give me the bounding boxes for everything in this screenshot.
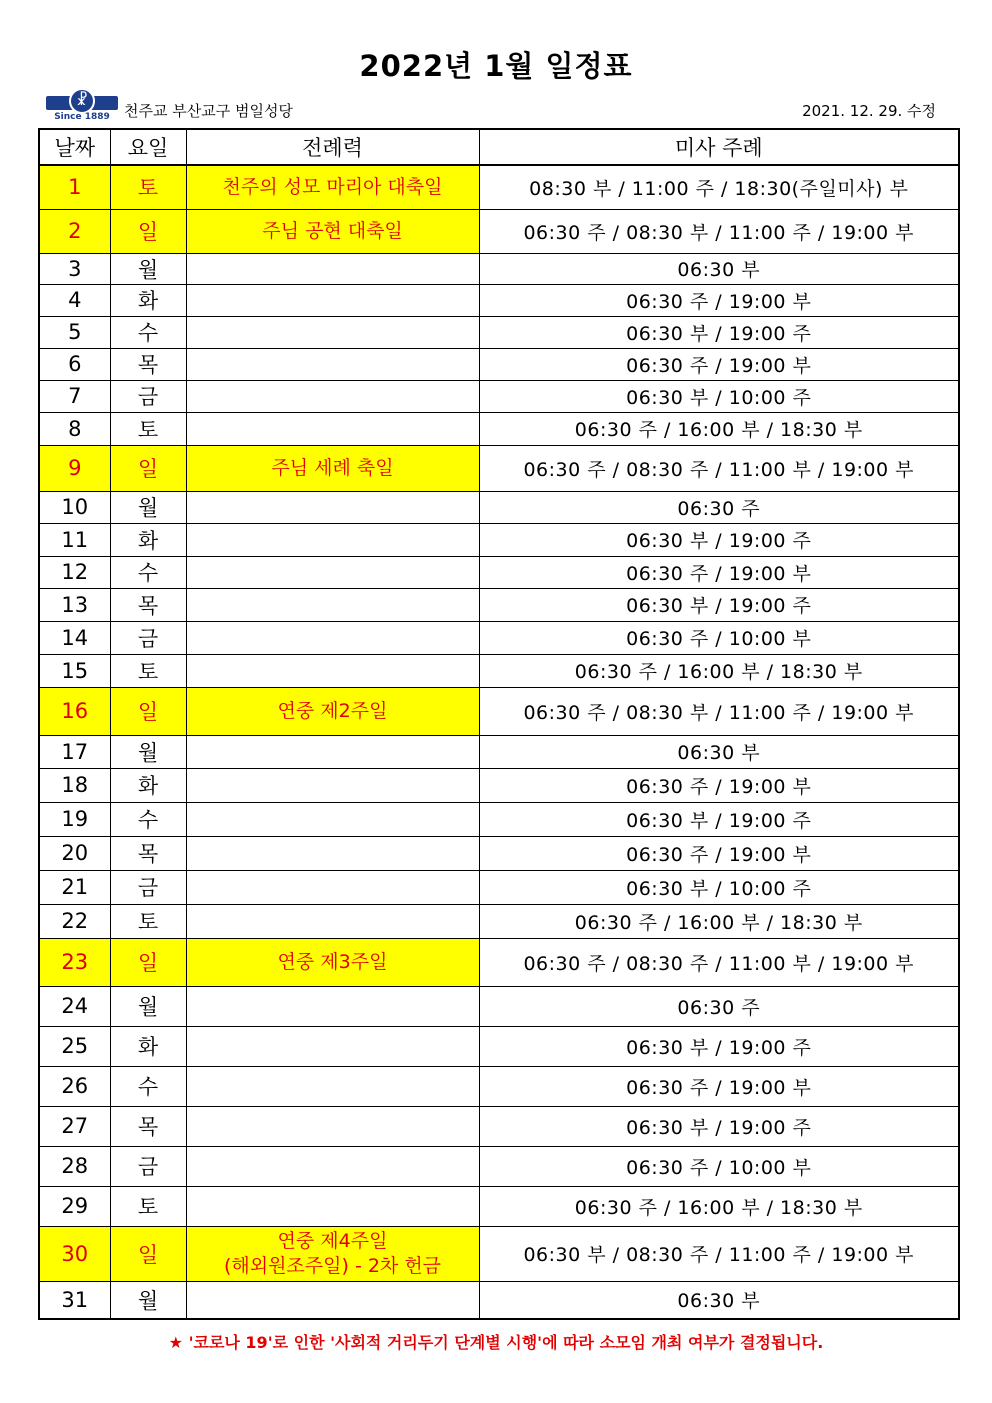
day-cell: 월 [110, 735, 186, 768]
table-row [39, 938, 959, 986]
day-cell: 일 [110, 1226, 186, 1281]
date-cell: 14 [39, 621, 110, 654]
liturgy-line-2: (해외원조주일) - 2차 헌금 [223, 1254, 442, 1277]
table-row [39, 687, 959, 735]
mass-cell: 06:30 주 / 19:00 부 [479, 556, 959, 588]
table-row [39, 380, 959, 412]
date-cell: 22 [39, 904, 110, 938]
table-header-row [39, 129, 959, 165]
liturgy-line: 주님 공현 대축일 [262, 219, 403, 242]
table-row [39, 253, 959, 284]
mass-cell: 06:30 부 / 19:00 주 [479, 316, 959, 348]
header-mass: 미사 주례 [479, 129, 959, 165]
table-row [39, 523, 959, 556]
day-cell: 목 [110, 588, 186, 621]
mass-cell: 06:30 주 [479, 986, 959, 1026]
mass-cell: 06:30 주 / 08:30 주 / 11:00 부 / 19:00 부 [479, 445, 959, 491]
day-cell: 일 [110, 445, 186, 491]
mass-cell: 06:30 부 / 19:00 주 [479, 802, 959, 836]
liturgy-cell [186, 209, 479, 253]
day-cell: 토 [110, 412, 186, 445]
table-row [39, 904, 959, 938]
day-cell: 수 [110, 316, 186, 348]
table-row [39, 588, 959, 621]
mass-cell: 06:30 주 / 16:00 부 / 18:30 부 [479, 654, 959, 687]
date-cell: 29 [39, 1186, 110, 1226]
date-cell: 17 [39, 735, 110, 768]
liturgy-cell [186, 904, 479, 938]
page-title: 2022년 1월 일정표 [359, 49, 633, 83]
day-cell: 월 [110, 491, 186, 523]
mass-cell: 06:30 부 / 19:00 주 [479, 1106, 959, 1146]
mass-cell: 06:30 부 [479, 1281, 959, 1319]
day-cell: 일 [110, 938, 186, 986]
day-cell: 토 [110, 165, 186, 209]
liturgy-cell [186, 445, 479, 491]
liturgy-cell [186, 1146, 479, 1186]
liturgy-cell [186, 380, 479, 412]
table-row [39, 768, 959, 802]
schedule-table [38, 128, 960, 1320]
liturgy-cell [186, 284, 479, 316]
mass-cell: 06:30 주 / 19:00 부 [479, 1066, 959, 1106]
liturgy-line: 연중 제3주일 [277, 950, 388, 973]
liturgy-cell [186, 165, 479, 209]
day-cell: 토 [110, 904, 186, 938]
liturgy-cell [186, 938, 479, 986]
mass-cell: 06:30 주 / 19:00 부 [479, 284, 959, 316]
date-cell: 1 [39, 165, 110, 209]
date-cell: 9 [39, 445, 110, 491]
mass-cell: 06:30 주 / 19:00 부 [479, 836, 959, 870]
date-cell: 24 [39, 986, 110, 1026]
mass-cell: 06:30 주 / 08:30 부 / 11:00 주 / 19:00 부 [479, 687, 959, 735]
date-cell: 3 [39, 253, 110, 284]
day-cell: 금 [110, 621, 186, 654]
liturgy-line: 연중 제2주일 [277, 699, 388, 722]
liturgy-cell [186, 523, 479, 556]
mass-cell: 06:30 부 [479, 253, 959, 284]
liturgy-cell [186, 1186, 479, 1226]
date-cell: 23 [39, 938, 110, 986]
mass-cell: 06:30 주 / 08:30 부 / 11:00 주 / 19:00 부 [479, 209, 959, 253]
liturgy-line: 천주의 성모 마리아 대축일 [222, 175, 443, 198]
day-cell: 수 [110, 1066, 186, 1106]
day-cell: 목 [110, 348, 186, 380]
mass-cell: 06:30 주 / 10:00 부 [479, 621, 959, 654]
day-cell: 금 [110, 870, 186, 904]
mass-cell: 06:30 주 / 16:00 부 / 18:30 부 [479, 1186, 959, 1226]
liturgy-cell [186, 621, 479, 654]
date-cell: 19 [39, 802, 110, 836]
liturgy-cell [186, 802, 479, 836]
table-row [39, 412, 959, 445]
day-cell: 목 [110, 836, 186, 870]
day-cell: 월 [110, 986, 186, 1026]
date-cell: 31 [39, 1281, 110, 1319]
date-cell: 26 [39, 1066, 110, 1106]
mass-cell: 08:30 부 / 11:00 주 / 18:30(주일미사) 부 [479, 165, 959, 209]
table-row [39, 1281, 959, 1319]
date-cell: 20 [39, 836, 110, 870]
organization-name: 천주교 부산교구 범일성당 [124, 102, 293, 120]
day-cell: 일 [110, 209, 186, 253]
day-cell: 금 [110, 1146, 186, 1186]
table-row [39, 621, 959, 654]
day-cell: 토 [110, 1186, 186, 1226]
parish-logo [46, 88, 118, 124]
day-cell: 월 [110, 253, 186, 284]
table-row [39, 1066, 959, 1106]
liturgy-cell [186, 687, 479, 735]
liturgy-cell [186, 588, 479, 621]
liturgy-cell [186, 1281, 479, 1319]
liturgy-cell [186, 1026, 479, 1066]
liturgy-line: 연중 제4주일 [277, 1229, 388, 1252]
date-cell: 16 [39, 687, 110, 735]
table-row [39, 802, 959, 836]
mass-cell: 06:30 주 / 19:00 부 [479, 348, 959, 380]
date-cell: 27 [39, 1106, 110, 1146]
day-cell: 화 [110, 523, 186, 556]
date-cell: 4 [39, 284, 110, 316]
mass-cell: 06:30 주 / 08:30 주 / 11:00 부 / 19:00 부 [479, 938, 959, 986]
table-row [39, 209, 959, 253]
liturgy-cell [186, 654, 479, 687]
mass-cell: 06:30 부 / 19:00 주 [479, 523, 959, 556]
day-cell: 금 [110, 380, 186, 412]
mass-cell: 06:30 부 / 10:00 주 [479, 870, 959, 904]
table-row [39, 1226, 959, 1281]
mass-cell: 06:30 부 [479, 735, 959, 768]
liturgy-cell [186, 1226, 479, 1281]
date-cell: 25 [39, 1026, 110, 1066]
notice-text: ★ '코로나 19'로 인한 '사회적 거리두기 단계별 시행'에 따라 소모임 개최 여부가 결정됩니다. [168, 1333, 824, 1352]
liturgy-cell [186, 768, 479, 802]
table-row [39, 1106, 959, 1146]
table-row [39, 556, 959, 588]
table-row [39, 284, 959, 316]
liturgy-cell [186, 412, 479, 445]
day-cell: 토 [110, 654, 186, 687]
day-cell: 수 [110, 802, 186, 836]
table-row [39, 870, 959, 904]
liturgy-cell [186, 556, 479, 588]
liturgy-cell [186, 870, 479, 904]
chi-rho-icon: ☧ [76, 91, 88, 109]
liturgy-cell [186, 316, 479, 348]
logo-since-text: Since 1889 [54, 112, 110, 122]
mass-cell: 06:30 주 / 19:00 부 [479, 768, 959, 802]
date-cell: 11 [39, 523, 110, 556]
date-cell: 7 [39, 380, 110, 412]
liturgy-cell [186, 986, 479, 1026]
date-cell: 15 [39, 654, 110, 687]
liturgy-line: 주님 세례 축일 [271, 456, 394, 479]
liturgy-cell [186, 253, 479, 284]
table-row [39, 1146, 959, 1186]
header-liturgy: 전례력 [186, 129, 479, 165]
table-row [39, 986, 959, 1026]
liturgy-cell [186, 836, 479, 870]
table-row [39, 1026, 959, 1066]
table-row [39, 1186, 959, 1226]
mass-cell: 06:30 주 / 10:00 부 [479, 1146, 959, 1186]
day-cell: 화 [110, 1026, 186, 1066]
date-cell: 12 [39, 556, 110, 588]
date-cell: 21 [39, 870, 110, 904]
day-cell: 수 [110, 556, 186, 588]
mass-cell: 06:30 부 / 19:00 주 [479, 588, 959, 621]
liturgy-cell [186, 1066, 479, 1106]
mass-cell: 06:30 주 / 16:00 부 / 18:30 부 [479, 904, 959, 938]
date-cell: 13 [39, 588, 110, 621]
header-day: 요일 [110, 129, 186, 165]
header-date: 날짜 [39, 129, 110, 165]
date-cell: 28 [39, 1146, 110, 1186]
mass-cell: 06:30 주 / 16:00 부 / 18:30 부 [479, 412, 959, 445]
table-row [39, 348, 959, 380]
day-cell: 화 [110, 768, 186, 802]
table-row [39, 316, 959, 348]
table-row [39, 654, 959, 687]
day-cell: 화 [110, 284, 186, 316]
liturgy-cell [186, 735, 479, 768]
liturgy-cell [186, 491, 479, 523]
date-cell: 10 [39, 491, 110, 523]
table-row [39, 836, 959, 870]
table-row [39, 445, 959, 491]
date-cell: 6 [39, 348, 110, 380]
table-row [39, 165, 959, 209]
day-cell: 월 [110, 1281, 186, 1319]
date-cell: 5 [39, 316, 110, 348]
mass-cell: 06:30 부 / 10:00 주 [479, 380, 959, 412]
table-row [39, 491, 959, 523]
liturgy-cell [186, 1106, 479, 1146]
day-cell: 목 [110, 1106, 186, 1146]
liturgy-cell [186, 348, 479, 380]
day-cell: 일 [110, 687, 186, 735]
date-cell: 30 [39, 1226, 110, 1281]
table-row [39, 735, 959, 768]
mass-cell: 06:30 주 [479, 491, 959, 523]
mass-cell: 06:30 부 / 08:30 주 / 11:00 주 / 19:00 부 [479, 1226, 959, 1281]
date-cell: 2 [39, 209, 110, 253]
date-cell: 8 [39, 412, 110, 445]
date-cell: 18 [39, 768, 110, 802]
mass-cell: 06:30 부 / 19:00 주 [479, 1026, 959, 1066]
revision-date: 2021. 12. 29. 수정 [802, 102, 936, 120]
